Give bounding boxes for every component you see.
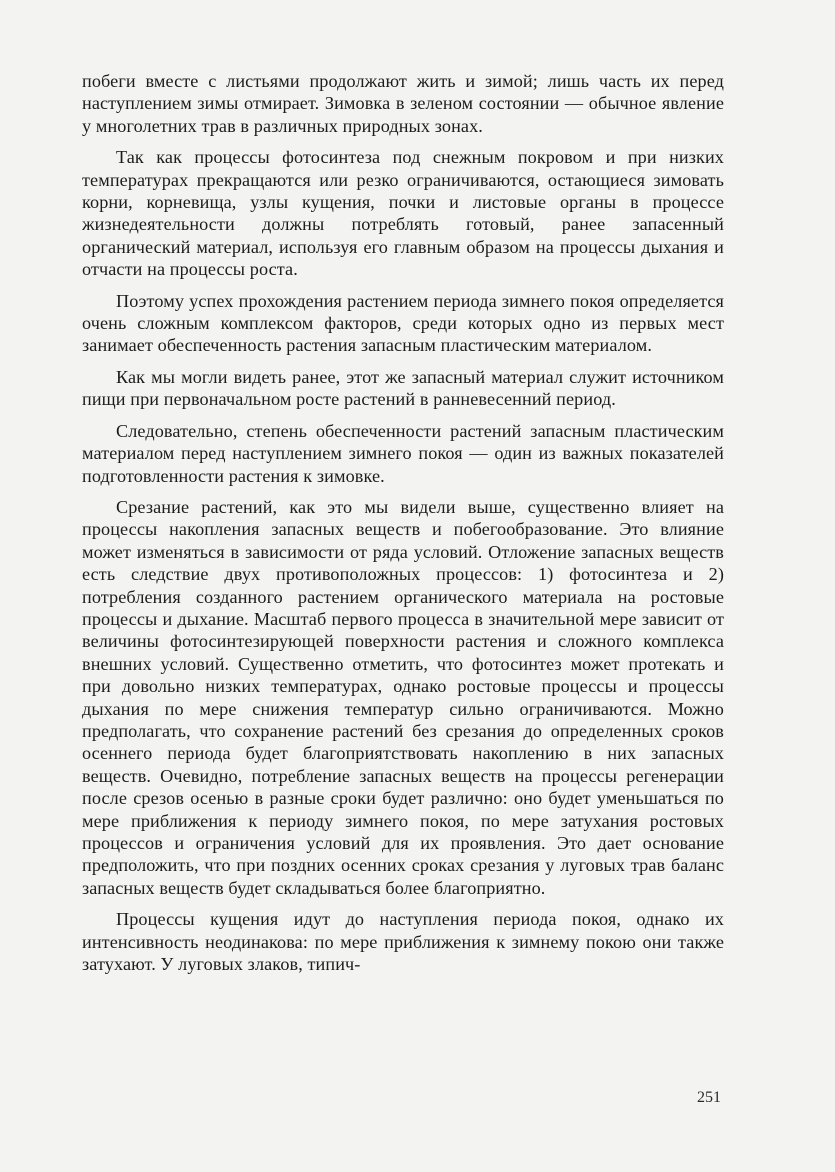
paragraph-4: Как мы могли видеть ранее, этот же запасный материал служит источником пищи при первоначальном росте растений в ранневесенний период. [82,366,724,410]
paragraph-6: Срезание растений, как это мы видели выше, существенно влияет на процессы накопления запасных веществ и побегообразование. Это влияние может изменяться в зависимости от ряда условий. Отложение запасных веществ есть следствие двух противоположных процессов: 1) фотосинтеза и 2) потребления созданного растением органического материала на ростовые процессы и дыхание. Масштаб первого процесса в значительной мере зависит от величины фотосинтезирующей поверхности растения и сложного комплекса внешних условий. Существенно отметить, что фотосинтез может протекать и при довольно низких температурах, однако ростовые процессы и процессы дыхания по мере снижения температур сильно ограничиваются. Можно предполагать, что сохранение растений без срезания до определенных сроков осеннего периода будет благоприятствовать накоплению в них запасных веществ. Очевидно, потребление запасных веществ на процессы регенерации после срезов осенью в разные сроки будет различно: оно будет уменьшаться по мере приближения к периоду зимнего покоя, по мере затухания ростовых процессов и ограничения условий для их проявления. Это дает основание предположить, что при поздних осенних сроках срезания у луговых трав баланс запасных веществ будет складываться более благоприятно. [82,496,724,898]
page-number: 251 [697,1089,721,1106]
paragraph-1: побеги вместе с листьями продолжают жить и зимой; лишь часть их перед наступлением зимы отмирает. Зимовка в зеленом состоянии — обычное явление у многолетних трав в различных природных зонах. [82,71,724,136]
paragraph-5: Следовательно, степень обеспеченности растений запасным пластическим материалом перед наступлением зимнего покоя — один из важных показателей подготовленности растения к зимовке. [82,420,724,486]
paragraph-2: Так как процессы фотосинтеза под снежным покровом и при низких температурах прекращаются или резко ограничиваются, остающиеся зимовать корни, корневища, узлы кущения, почки и листовые органы в процессе жизнедеятельности должны потреблять готовый, ранее запасенный органический материал, используя его главным образом на процессы дыхания и отчасти на процессы роста. [82,147,724,280]
paragraph-7: Процессы кущения идут до наступления периода покоя, однако их интенсивность неодинакова: по мере приближения к зимнему покою они также затухают. У луговых злаков, типич- [82,909,724,975]
body-text [82,70,724,984]
paragraph-3: Поэтому успех прохождения растением периода зимнего покоя определяется очень сложным комплексом факторов, среди которых одно из первых мест занимает обеспеченность растения запасным пластическим материалом. [82,290,724,356]
